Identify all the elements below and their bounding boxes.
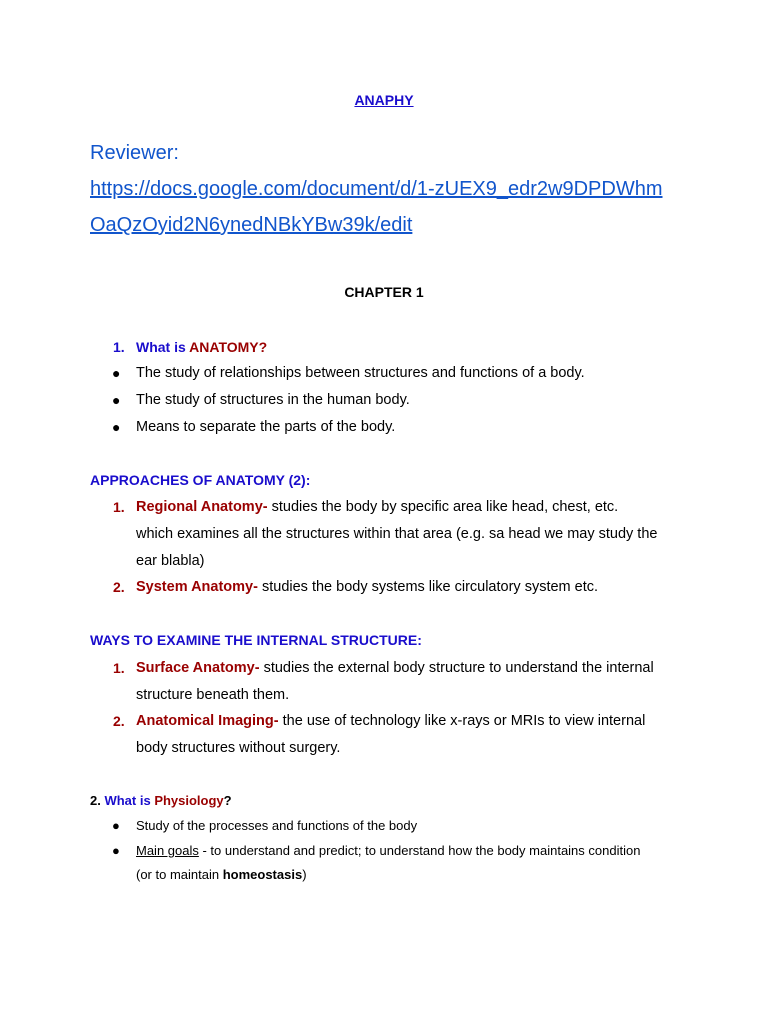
approach-1-line2: which examines all the structures within that area (e.g. sa head we may study the [136, 526, 658, 542]
way-2-text: the use of technology like x-rays or MRIs to view internal [278, 713, 646, 729]
reviewer-label: Reviewer: [90, 142, 179, 164]
q1-prefix: What is [136, 339, 190, 355]
way-1-line1 [136, 660, 654, 676]
approach-1-line3: ear blabla) [136, 553, 205, 569]
homeostasis-term: homeostasis [222, 867, 303, 882]
q2-question [90, 793, 232, 808]
q2-bullet-2-line1 [136, 843, 640, 858]
q1-bullet-2: The study of structures in the human body. [136, 392, 410, 408]
q1-bullet-3: Means to separate the parts of the body. [136, 419, 396, 435]
q2-suffix: ? [223, 793, 232, 808]
q1-term: ANATOMY? [189, 339, 268, 355]
bullet-icon: ● [112, 365, 121, 381]
q2-bullet-2-line2 [136, 867, 307, 882]
q2-prefix: What is [104, 793, 155, 808]
way-1-term: Surface Anatomy- [136, 660, 260, 676]
approach-1-number: 1. [113, 499, 125, 515]
reviewer-link-line1[interactable]: https://docs.google.com/document/d/1-zUEX9_edr2w9DPDWhm [90, 178, 663, 200]
bullet-icon: ● [112, 818, 120, 833]
bullet-icon: ● [112, 392, 121, 408]
q1-number: 1. [113, 339, 125, 355]
approach-1-line1 [136, 499, 618, 515]
way-2-term: Anatomical Imaging- [136, 713, 279, 729]
approach-2-number: 2. [113, 579, 125, 595]
q2-term: Physiology [154, 793, 224, 808]
main-goals-label: Main goals [136, 843, 199, 858]
bullet-icon: ● [112, 419, 121, 435]
homeostasis-suffix: ) [302, 867, 307, 882]
way-2-line2: body structures without surgery. [136, 740, 341, 756]
q1-question [136, 339, 267, 355]
q2-bullet-1: Study of the processes and functions of the body [136, 818, 418, 833]
ways-heading: WAYS TO EXAMINE THE INTERNAL STRUCTURE: [90, 632, 422, 648]
way-2-number: 2. [113, 713, 125, 729]
document-title[interactable]: ANAPHY [354, 92, 414, 108]
way-1-number: 1. [113, 660, 125, 676]
approach-1-term: Regional Anatomy- [136, 499, 268, 515]
homeostasis-prefix: (or to maintain [136, 867, 223, 882]
way-1-text: studies the external body structure to understand the internal [259, 660, 654, 676]
approach-2-text: studies the body systems like circulatory system etc. [257, 579, 599, 595]
way-1-line2: structure beneath them. [136, 687, 290, 703]
q2-number: 2. [90, 793, 101, 808]
approach-2-term: System Anatomy- [136, 579, 258, 595]
approach-2-line1 [136, 579, 598, 595]
approach-1-text: studies the body by specific area like head, chest, etc. [267, 499, 619, 515]
approaches-heading: APPROACHES OF ANATOMY (2): [90, 472, 311, 488]
main-goals-text: - to understand and predict; to understand how the body maintains condition [198, 843, 641, 858]
q1-bullet-1: The study of relationships between structures and functions of a body. [136, 365, 585, 381]
way-2-line1 [136, 713, 645, 729]
bullet-icon: ● [112, 843, 120, 858]
chapter-heading: CHAPTER 1 [344, 284, 424, 300]
reviewer-link-line2[interactable]: OaQzOyid2N6ynedNBkYBw39k/edit [90, 214, 413, 236]
